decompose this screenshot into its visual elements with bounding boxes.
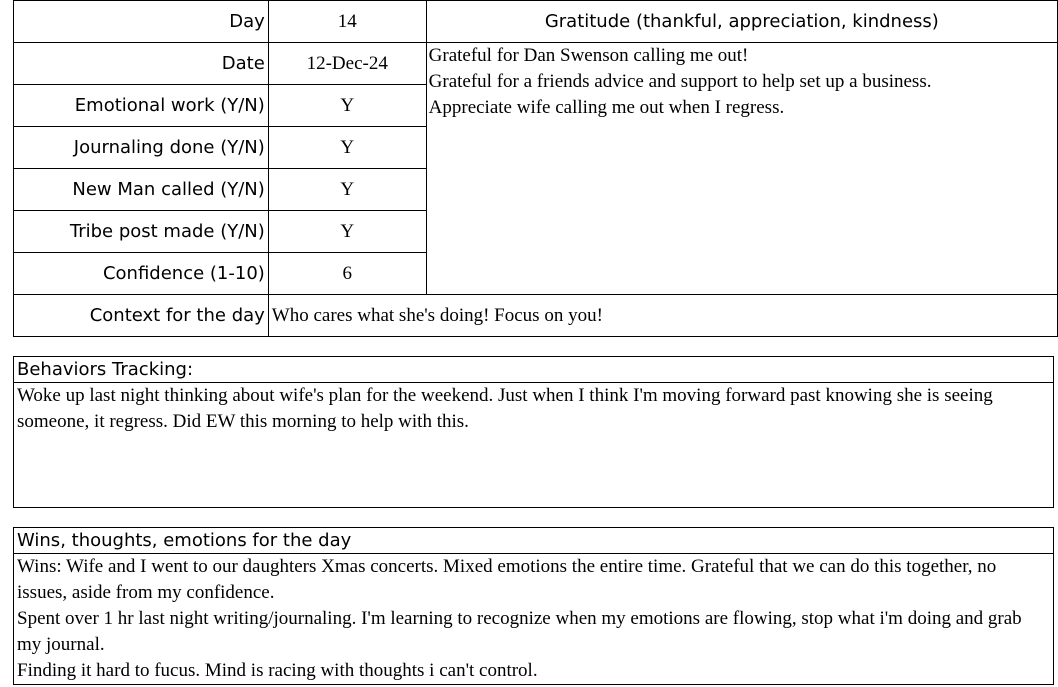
value-journaling: Y: [268, 127, 426, 169]
wins-text: [14, 554, 1053, 684]
behaviors-text: Woke up last night thinking about wife's plan for the weekend. Just when I think I'm moving forward past knowing she is seeing someone, it regress. Did EW this morning to help with this.: [17, 385, 993, 432]
row-day: [14, 1, 1058, 43]
value-emotional-work: Y: [268, 85, 426, 127]
wins-heading: Wins, thoughts, emotions for the day: [14, 528, 1053, 554]
label-emotional-work: Emotional work (Y/N): [14, 85, 269, 127]
gratitude-line: Appreciate wife calling me out when I regress.: [428, 97, 785, 118]
gratitude-line: Grateful for Dan Swenson calling me out!: [428, 45, 749, 66]
gratitude-entries: [426, 43, 1057, 295]
label-journaling: Journaling done (Y/N): [14, 127, 269, 169]
row-context: [14, 295, 1058, 337]
wins-line: Wins: Wife and I went to our daughters Xmas concerts. Mixed emotions the entire time. Grateful that we can do this together, no issues, aside from my confidence.: [17, 556, 997, 603]
behaviors-section: [13, 356, 1054, 508]
value-tribe-post: Y: [268, 211, 426, 253]
value-day: 14: [268, 1, 426, 43]
gratitude-heading: Gratitude (thankful, appreciation, kindness): [426, 1, 1057, 43]
label-confidence: Confidence (1-10): [14, 253, 269, 295]
daily-tracker-table: [13, 0, 1058, 337]
label-context: Context for the day: [14, 295, 269, 337]
wins-line: Spent over 1 hr last night writing/journaling. I'm learning to recognize when my emotions are flowing, stop what i'm doing and grab my journal.: [17, 608, 1022, 655]
gratitude-line: Grateful for a friends advice and support to help set up a business.: [428, 71, 932, 92]
value-confidence: 6: [268, 253, 426, 295]
value-new-man-called: Y: [268, 169, 426, 211]
behaviors-heading: Behaviors Tracking:: [14, 357, 1053, 383]
label-new-man-called: New Man called (Y/N): [14, 169, 269, 211]
value-date: 12-Dec-24: [268, 43, 426, 85]
label-tribe-post: Tribe post made (Y/N): [14, 211, 269, 253]
wins-section: [13, 527, 1054, 685]
value-context: Who cares what she's doing! Focus on you!: [268, 295, 1057, 337]
label-day: Day: [14, 1, 269, 43]
row-date: [14, 43, 1058, 85]
wins-line: Finding it hard to fucus. Mind is racing with thoughts i can't control.: [17, 660, 538, 681]
label-date: Date: [14, 43, 269, 85]
